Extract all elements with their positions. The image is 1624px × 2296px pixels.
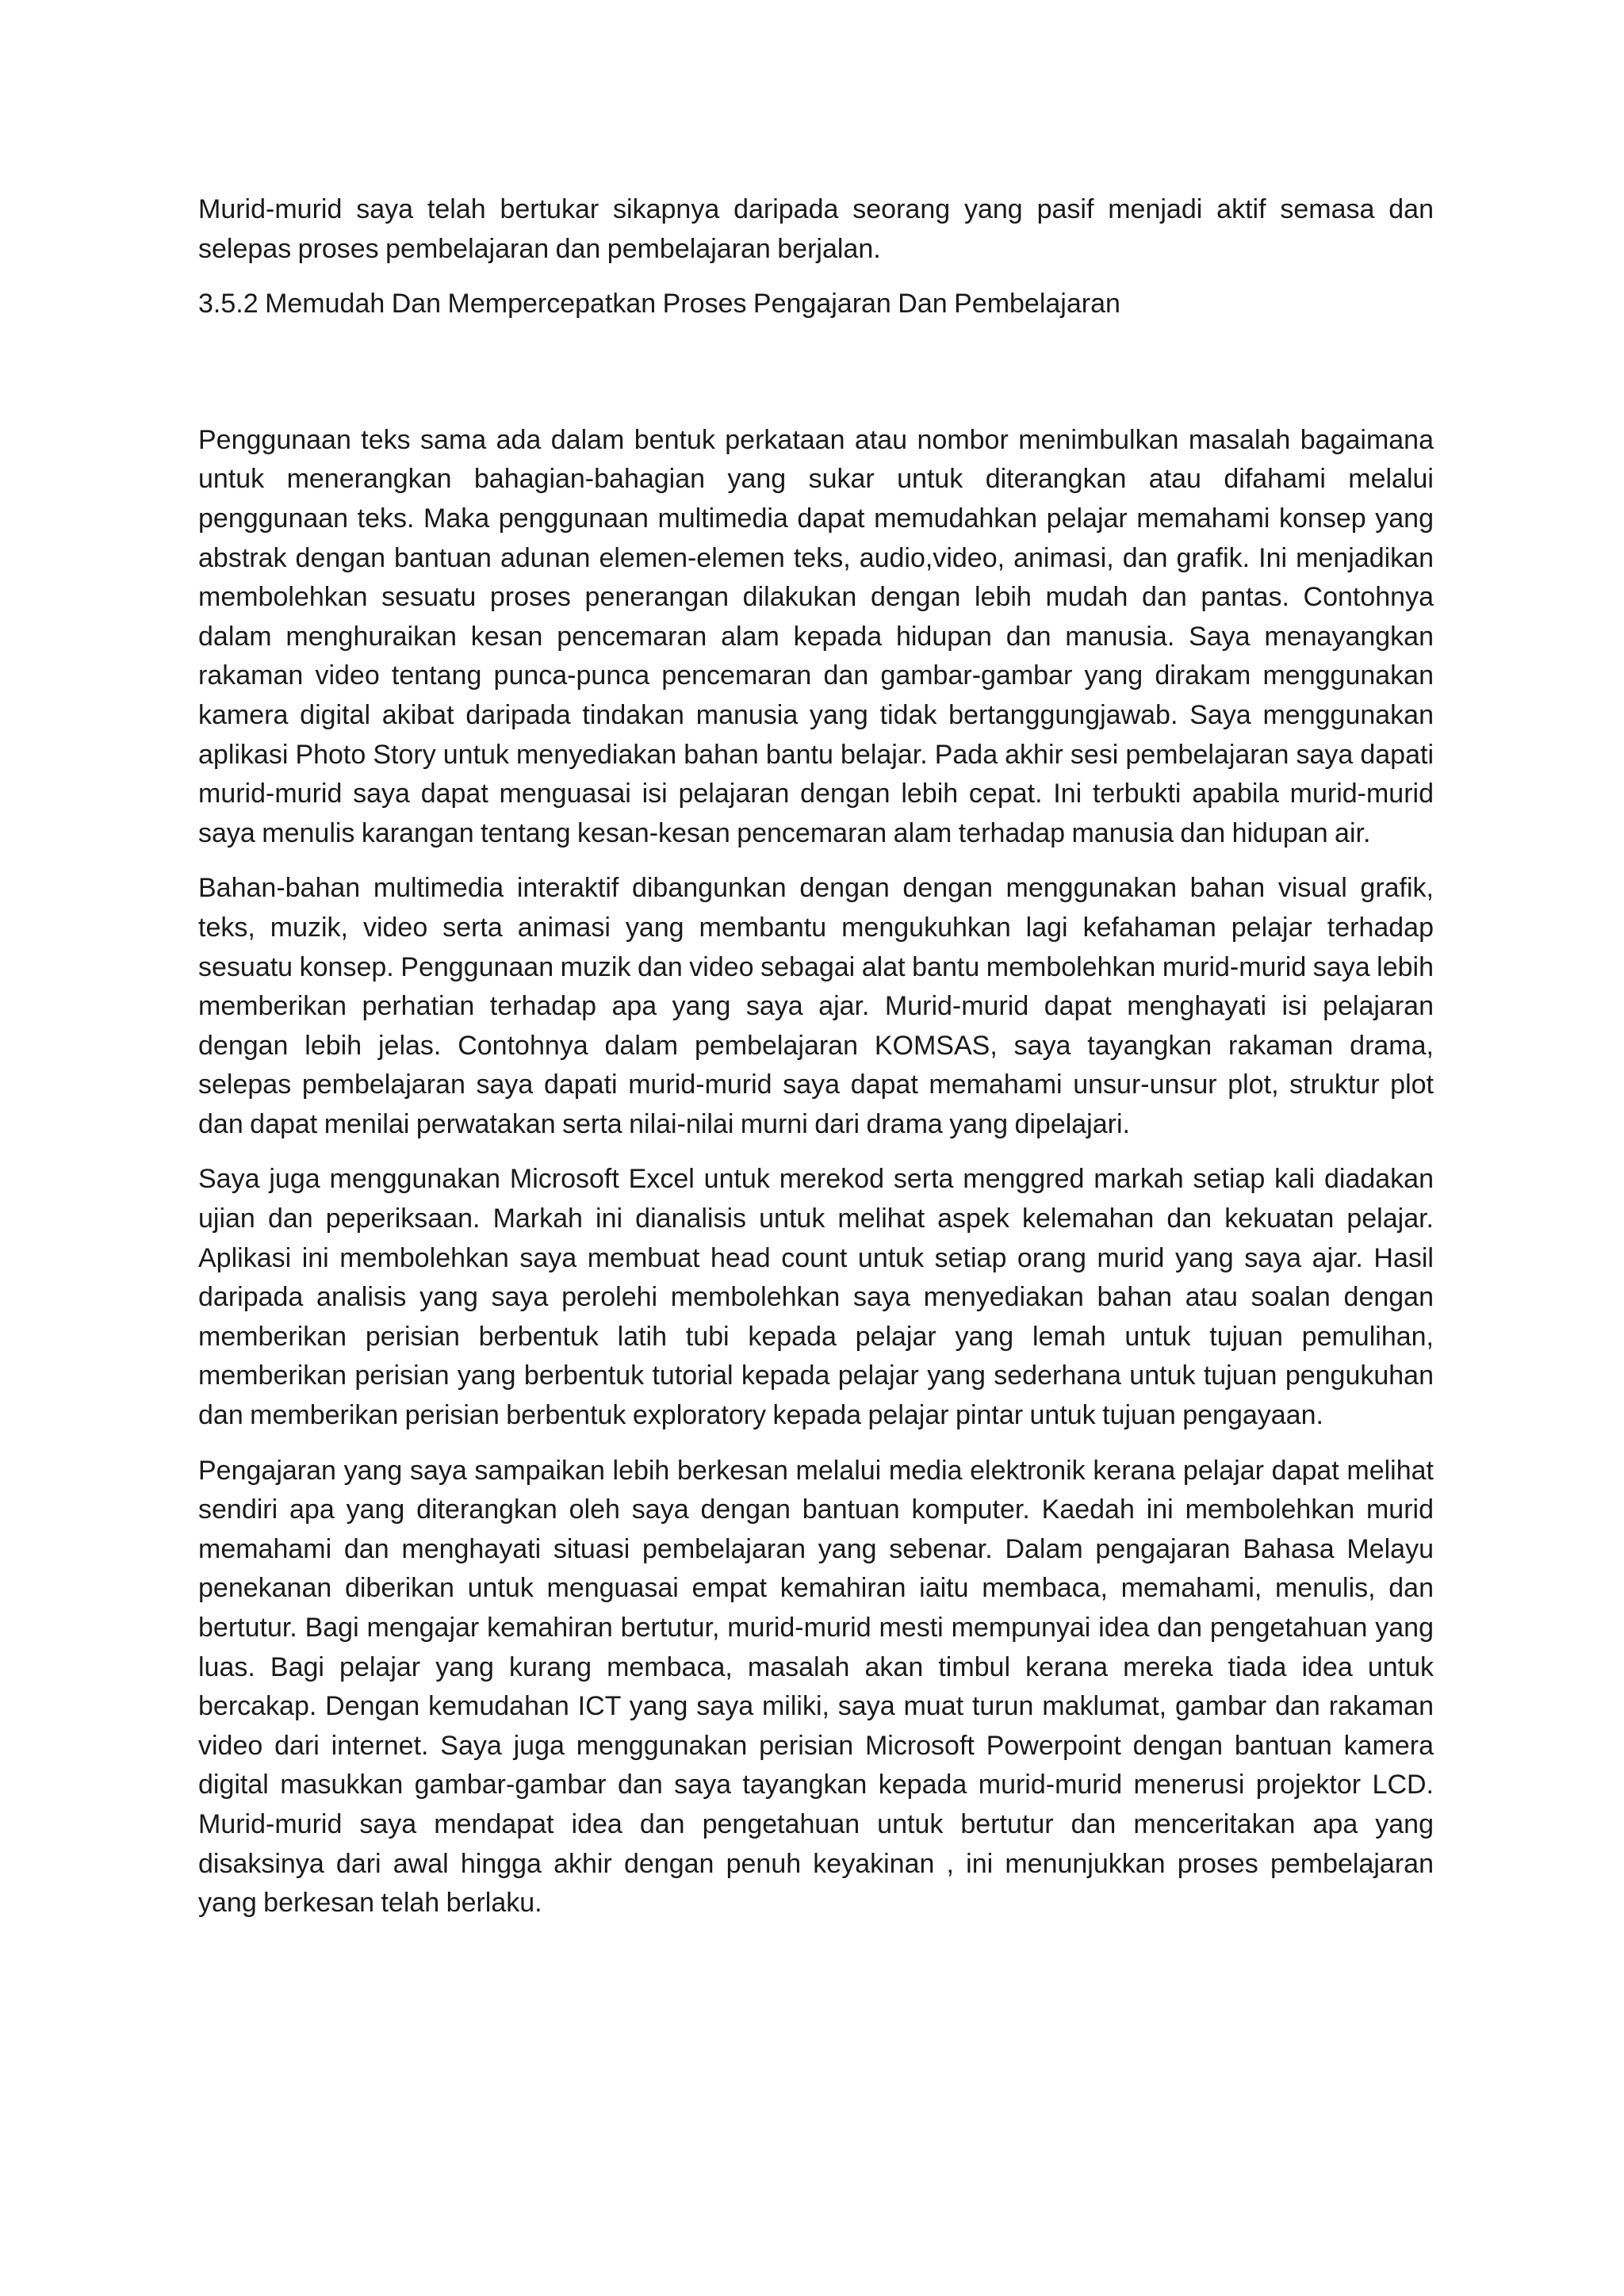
body-paragraph-3: Saya juga menggunakan Microsoft Excel untuk merekod serta menggred markah setiap kali diadakan ujian dan peperiksaan. Markah ini dianalisis untuk melihat aspek kelemahan dan kekuatan pelajar. Aplikasi ini membolehkan saya membuat head count untuk setiap orang murid yang saya ajar. Hasil daripada analisis yang saya perolehi membolehkan saya menyediakan bahan atau soalan dengan memberikan perisian berbentuk latih tubi kepada pelajar yang lemah untuk tujuan pemulihan, memberikan perisian yang berbentuk tutorial kepada pelajar yang sederhana untuk tujuan pengukuhan dan memberikan perisian berbentuk exploratory kepada pelajar pintar untuk tujuan pengayaan. [198,1164,1434,1431]
body-paragraph-1: Penggunaan teks sama ada dalam bentuk perkataan atau nombor menimbulkan masalah bagaimana untuk menerangkan bahagian-bahagian yang sukar untuk diterangkan atau difahami melalui penggunaan teks. Maka penggunaan multimedia dapat memudahkan pelajar memahami konsep yang abstrak dengan bantuan adunan elemen-elemen teks, audio,video, animasi, dan grafik. Ini menjadikan membolehkan sesuatu proses penerangan dilakukan dengan lebih mudah dan pantas. Contohnya dalam menghuraikan kesan pencemaran alam kepada hidupan dan manusia. Saya menayangkan rakaman video tentang punca-punca pencemaran dan gambar-gambar yang dirakam menggunakan kamera digital akibat daripada tindakan manusia yang tidak bertanggungjawab. Saya menggunakan aplikasi Photo Story untuk menyediakan bahan bantu belajar. Pada akhir sesi pembelajaran saya dapati murid-murid saya dapat menguasai isi pelajaran dengan lebih cepat. Ini terbukti apabila murid-murid saya menulis karangan tentang kesan-kesan pencemaran alam terhadap manusia dan hidupan air. [198,424,1434,848]
body-paragraph-4: Pengajaran yang saya sampaikan lebih berkesan melalui media elektronik kerana pelajar dapat melihat sendiri apa yang diterangkan oleh saya dengan bantuan komputer. Kaedah ini membolehkan murid memahami dan menghayati situasi pembelajaran yang sebenar. Dalam pengajaran Bahasa Melayu penekanan diberikan untuk menguasai empat kemahiran iaitu membaca, memahami, menulis, dan bertutur. Bagi mengajar kemahiran bertutur, murid-murid mesti mempunyai idea dan pengetahuan yang luas. Bagi pelajar yang kurang membaca, masalah akan timbul kerana mereka tiada idea untuk bercakap. Dengan kemudahan ICT yang saya miliki, saya muat turun maklumat, gambar dan rakaman video dari internet. Saya juga menggunakan perisian Microsoft Powerpoint dengan bantuan kamera digital masukkan gambar-gambar dan saya tayangkan kepada murid-murid menerusi projektor LCD. Murid-murid saya mendapat idea dan pengetahuan untuk bertutur dan menceritakan apa yang disaksinya dari awal hingga akhir dengan penuh keyakinan , ini menunjukkan proses pembelajaran yang berkesan telah berlaku. [198,1455,1434,1919]
intro-paragraph: Murid-murid saya telah bertukar sikapnya daripada seorang yang pasif menjadi aktif semasa dan selepas proses pembelajaran dan pembelajaran berjalan. [198,194,1434,264]
section-heading: 3.5.2 Memudah Dan Mempercepatkan Proses Pengajaran Dan Pembelajaran [198,289,1120,320]
document-page [198,190,1434,1923]
body-paragraph-2: Bahan-bahan multimedia interaktif dibangunkan dengan dengan menggunakan bahan visual grafik, teks, muzik, video serta animasi yang membantu mengukuhkan lagi kefahaman pelajar terhadap sesuatu konsep. Penggunaan muzik dan video sebagai alat bantu membolehkan murid-murid saya lebih memberikan perhatian terhadap apa yang saya ajar. Murid-murid dapat menghayati isi pelajaran dengan lebih jelas. Contohnya dalam pembelajaran KOMSAS, saya tayangkan rakaman drama, selepas pembelajaran saya dapati murid-murid saya dapat memahami unsur-unsur plot, struktur plot dan dapat menilai perwatakan serta nilai-nilai murni dari drama yang dipelajari. [198,873,1434,1139]
